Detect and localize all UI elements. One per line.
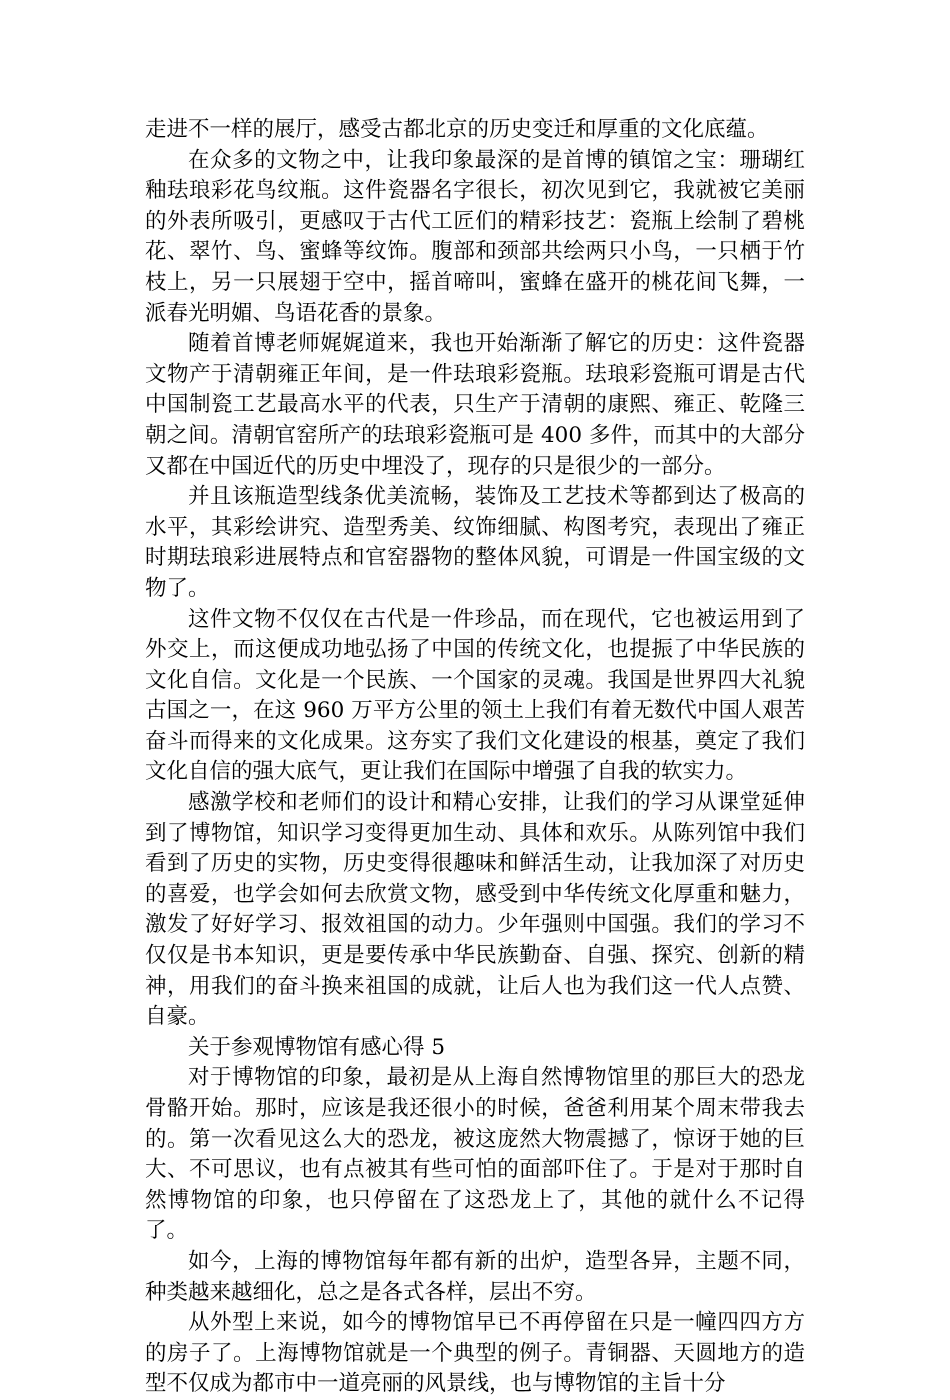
- paragraph-treasure-vase: 在众多的文物之中，让我印象最深的是首博的镇馆之宝：珊瑚红釉珐琅彩花鸟纹瓶。这件瓷器名字很长，初次见到它，我就被它美丽的外表所吸引，更感叹于古代工匠们的精彩技艺：瓷瓶上绘制了碧桃花、翠竹、鸟、蜜蜂等纹饰。腹部和颈部共绘两只小鸟，一只栖于竹枝上，另一只展翅于空中，摇首啼叫，蜜蜂在盛开的桃花间飞舞，一派春光明媚、鸟语花香的景象。: [145, 147, 805, 326]
- paragraph-dinosaur-memory: 对于博物馆的印象，最初是从上海自然博物馆里的那巨大的恐龙骨骼开始。那时，应该是我还很小的时候，爸爸利用某个周末带我去的。第一次看见这么大的恐龙，被这庞然大物震撼了，惊讶于她的巨大、不可思议，也有点被其有些可怕的面部吓住了。于是对于那时自然博物馆的印象，也只停留在了这恐龙上了，其他的就什么不记得了。: [145, 1065, 805, 1244]
- section-heading: 关于参观博物馆有感心得 5: [188, 1034, 446, 1060]
- paragraph-continuation: 走进不一样的展厅，感受古都北京的历史变迁和厚重的文化底蕴。: [145, 117, 769, 142]
- paragraph-vase-history: 随着首博老师娓娓道来，我也开始渐渐了解它的历史：这件瓷器文物产于清朝雍正年间，是一件珐琅彩瓷瓶。珐琅彩瓷瓶可谓是古代中国制瓷工艺最高水平的代表，只生产于清朝的康熙、雍正、乾隆三朝之间。清朝官窑所产的珐琅彩瓷瓶可是 400 多件，而其中的大部分又都在中国近代的历史中埋没了，现存的只是很少的一部分。: [145, 331, 805, 479]
- paragraph-gratitude: 感激学校和老师们的设计和精心安排，让我们的学习从课堂延伸到了博物馆，知识学习变得更加生动、具体和欢乐。从陈列馆中我们看到了历史的实物，历史变得很趣味和鲜活生动，让我加深了对历史的喜爱，也学会如何去欣赏文物，感受到中华传统文化厚重和魅力，激发了好好学习、报效祖国的动力。少年强则中国强。我们的学习不仅仅是书本知识，更是要传承中华民族勤奋、自强、探究、创新的精神，用我们的奋斗换来祖国的成就，让后人也为我们这一代人点赞、自豪。: [145, 790, 805, 1030]
- document-page: [145, 115, 805, 1400]
- paragraph-vase-craft: 并且该瓶造型线条优美流畅，装饰及工艺技术等都到达了极高的水平，其彩绘讲究、造型秀美、纹饰细腻、构图考究，表现出了雍正时期珐琅彩进展特点和官窑器物的整体风貌，可谓是一件国宝级的文物了。: [145, 484, 805, 601]
- paragraph-cultural-confidence: 这件文物不仅仅在古代是一件珍品，而在现代，它也被运用到了外交上，而这便成功地弘扬了中国的传统文化，也提振了中华民族的文化自信。文化是一个民族、一个国家的灵魂。我国是世界四大礼貌古国之一，在这 960 万平方公里的领土上我们有着无数代中国人艰苦奋斗而得来的文化成果。这夯实了我们文化建设的根基，奠定了我们文化自信的强大底气，更让我们在国际中增强了自我的软实力。: [145, 606, 805, 785]
- paragraph-new-museums: 如今，上海的博物馆每年都有新的出炉，造型各异，主题不同，种类越来越细化，总之是各式各样，层出不穷。: [145, 1248, 805, 1305]
- paragraph-museum-architecture: 从外型上来说，如今的博物馆早已不再停留在只是一幢四四方方的房子了。上海博物馆就是一个典型的例子。青铜器、天圆地方的造型不仅成为都市中一道亮丽的风景线，也与博物馆的主旨十分: [145, 1310, 805, 1397]
